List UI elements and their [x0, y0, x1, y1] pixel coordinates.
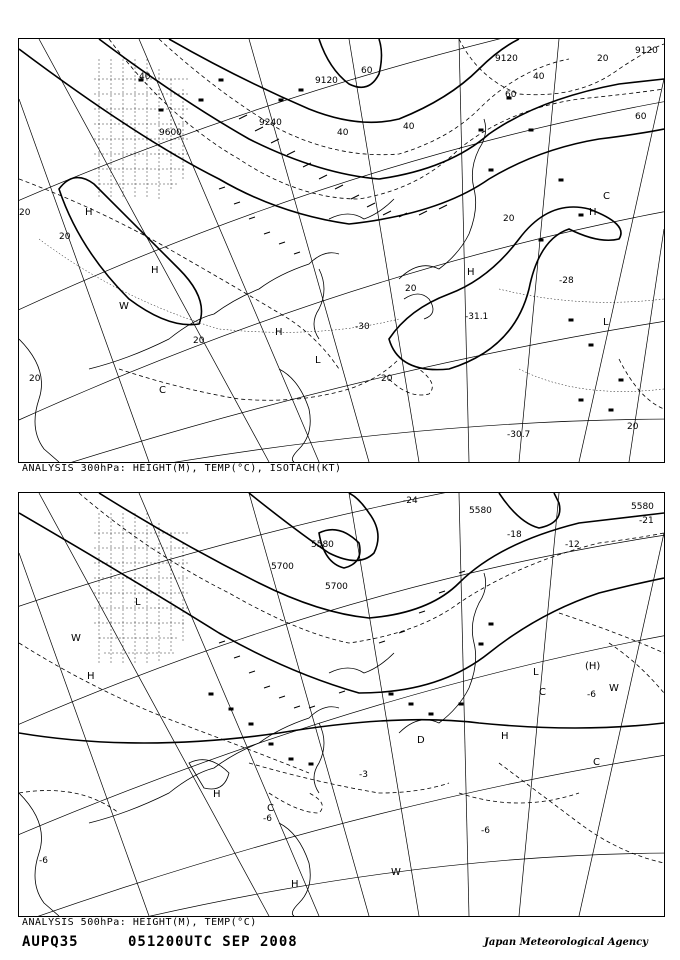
pressure-center: H: [87, 671, 95, 682]
map-panel-500hpa: [18, 492, 665, 917]
contour-label: 9120: [315, 76, 338, 86]
pressure-center: H: [291, 879, 299, 890]
isotach-label: 20: [29, 374, 41, 384]
isotach-label: 40: [403, 122, 415, 132]
pressure-center: L: [135, 597, 141, 608]
contour-label: 5700: [271, 562, 294, 572]
isotach-label: 40: [533, 72, 545, 82]
isotach-label: 20: [405, 284, 417, 294]
agency-credit: Japan Meteorological Agency: [484, 937, 648, 948]
coastlines-500: [19, 573, 486, 916]
contour-label: 9240: [259, 118, 282, 128]
pressure-center: C: [603, 191, 610, 202]
isotach-label: 40: [337, 128, 349, 138]
isotach-label: 20: [381, 374, 393, 384]
temp-label: -28: [559, 276, 574, 286]
contour-label: 9120: [635, 46, 658, 56]
map-panel-300hpa: [18, 38, 665, 463]
temp-label: -12: [565, 540, 580, 550]
panel-caption-300hpa: ANALYSIS 300hPa: HEIGHT(M), TEMP(°C), ISOTACH(KT): [22, 463, 342, 474]
pressure-center: L: [533, 667, 539, 678]
pressure-center: W: [609, 683, 619, 694]
isotach-label: 20: [597, 54, 609, 64]
isotach-label: 60: [505, 90, 517, 100]
isotach-label: 20: [503, 214, 515, 224]
isotach-label: 20: [627, 422, 639, 432]
valid-time: 051200UTC SEP 2008: [128, 934, 298, 950]
height-contours-300: [19, 39, 664, 370]
pressure-center: W: [391, 867, 401, 878]
temp-label: -24: [403, 496, 418, 506]
contour-label: 5580: [631, 502, 654, 512]
pressure-center: W: [119, 301, 129, 312]
pressure-center: C: [593, 757, 600, 768]
temp-label: -18: [507, 530, 522, 540]
temp-label: -6: [587, 690, 596, 700]
pressure-center: H: [501, 731, 509, 742]
pressure-center: L: [603, 317, 609, 328]
pressure-center: H: [213, 789, 221, 800]
contour-label: 9600: [159, 128, 182, 138]
pressure-center: C: [159, 385, 166, 396]
labels-500: [39, 496, 654, 890]
contour-label: 5580: [469, 506, 492, 516]
graticule-300: [19, 39, 664, 462]
temp-label: -30: [355, 322, 370, 332]
map-300hpa-svg: [19, 39, 664, 462]
temp-label: -6: [481, 826, 490, 836]
contour-label: 5700: [325, 582, 348, 592]
panel-caption-500hpa: ANALYSIS 500hPa: HEIGHT(M), TEMP(°C): [22, 917, 257, 928]
isotach-label: 20: [59, 232, 71, 242]
isotach-label: 20: [19, 208, 31, 218]
graticule-500: [19, 493, 664, 916]
isotach-label: 60: [635, 112, 647, 122]
pressure-center: H: [85, 207, 93, 218]
isotach-label: 60: [361, 66, 373, 76]
isotherms-300: [39, 239, 664, 392]
chart-code: AUPQ35: [22, 934, 79, 950]
temp-label: -6: [39, 856, 48, 866]
pressure-center: C: [267, 803, 274, 814]
temp-label: -31.1: [465, 312, 489, 322]
isotachs-300: [19, 39, 664, 409]
isotach-label: 40: [139, 72, 151, 82]
isotach-label: 20: [193, 336, 205, 346]
temp-label: -3: [359, 770, 368, 780]
temp-label: -6: [263, 814, 272, 824]
pressure-center: L: [315, 355, 321, 366]
pressure-center: D: [417, 735, 425, 746]
terrain-hatch-500: [94, 513, 189, 663]
contour-label: 5580: [311, 540, 334, 550]
pressure-center: H: [589, 207, 597, 218]
contour-label: 9120: [495, 54, 518, 64]
temp-label: -21: [639, 516, 654, 526]
pressure-center: H: [275, 327, 283, 338]
height-contours-500: [19, 493, 664, 743]
labels-300: [19, 46, 658, 440]
map-500hpa-svg: [19, 493, 664, 916]
pressure-center: H: [151, 265, 159, 276]
temp-label: -30.7: [507, 430, 531, 440]
pressure-center: (H): [585, 661, 601, 672]
pressure-center: C: [539, 687, 546, 698]
pressure-center: W: [71, 633, 81, 644]
pressure-center: H: [467, 267, 475, 278]
